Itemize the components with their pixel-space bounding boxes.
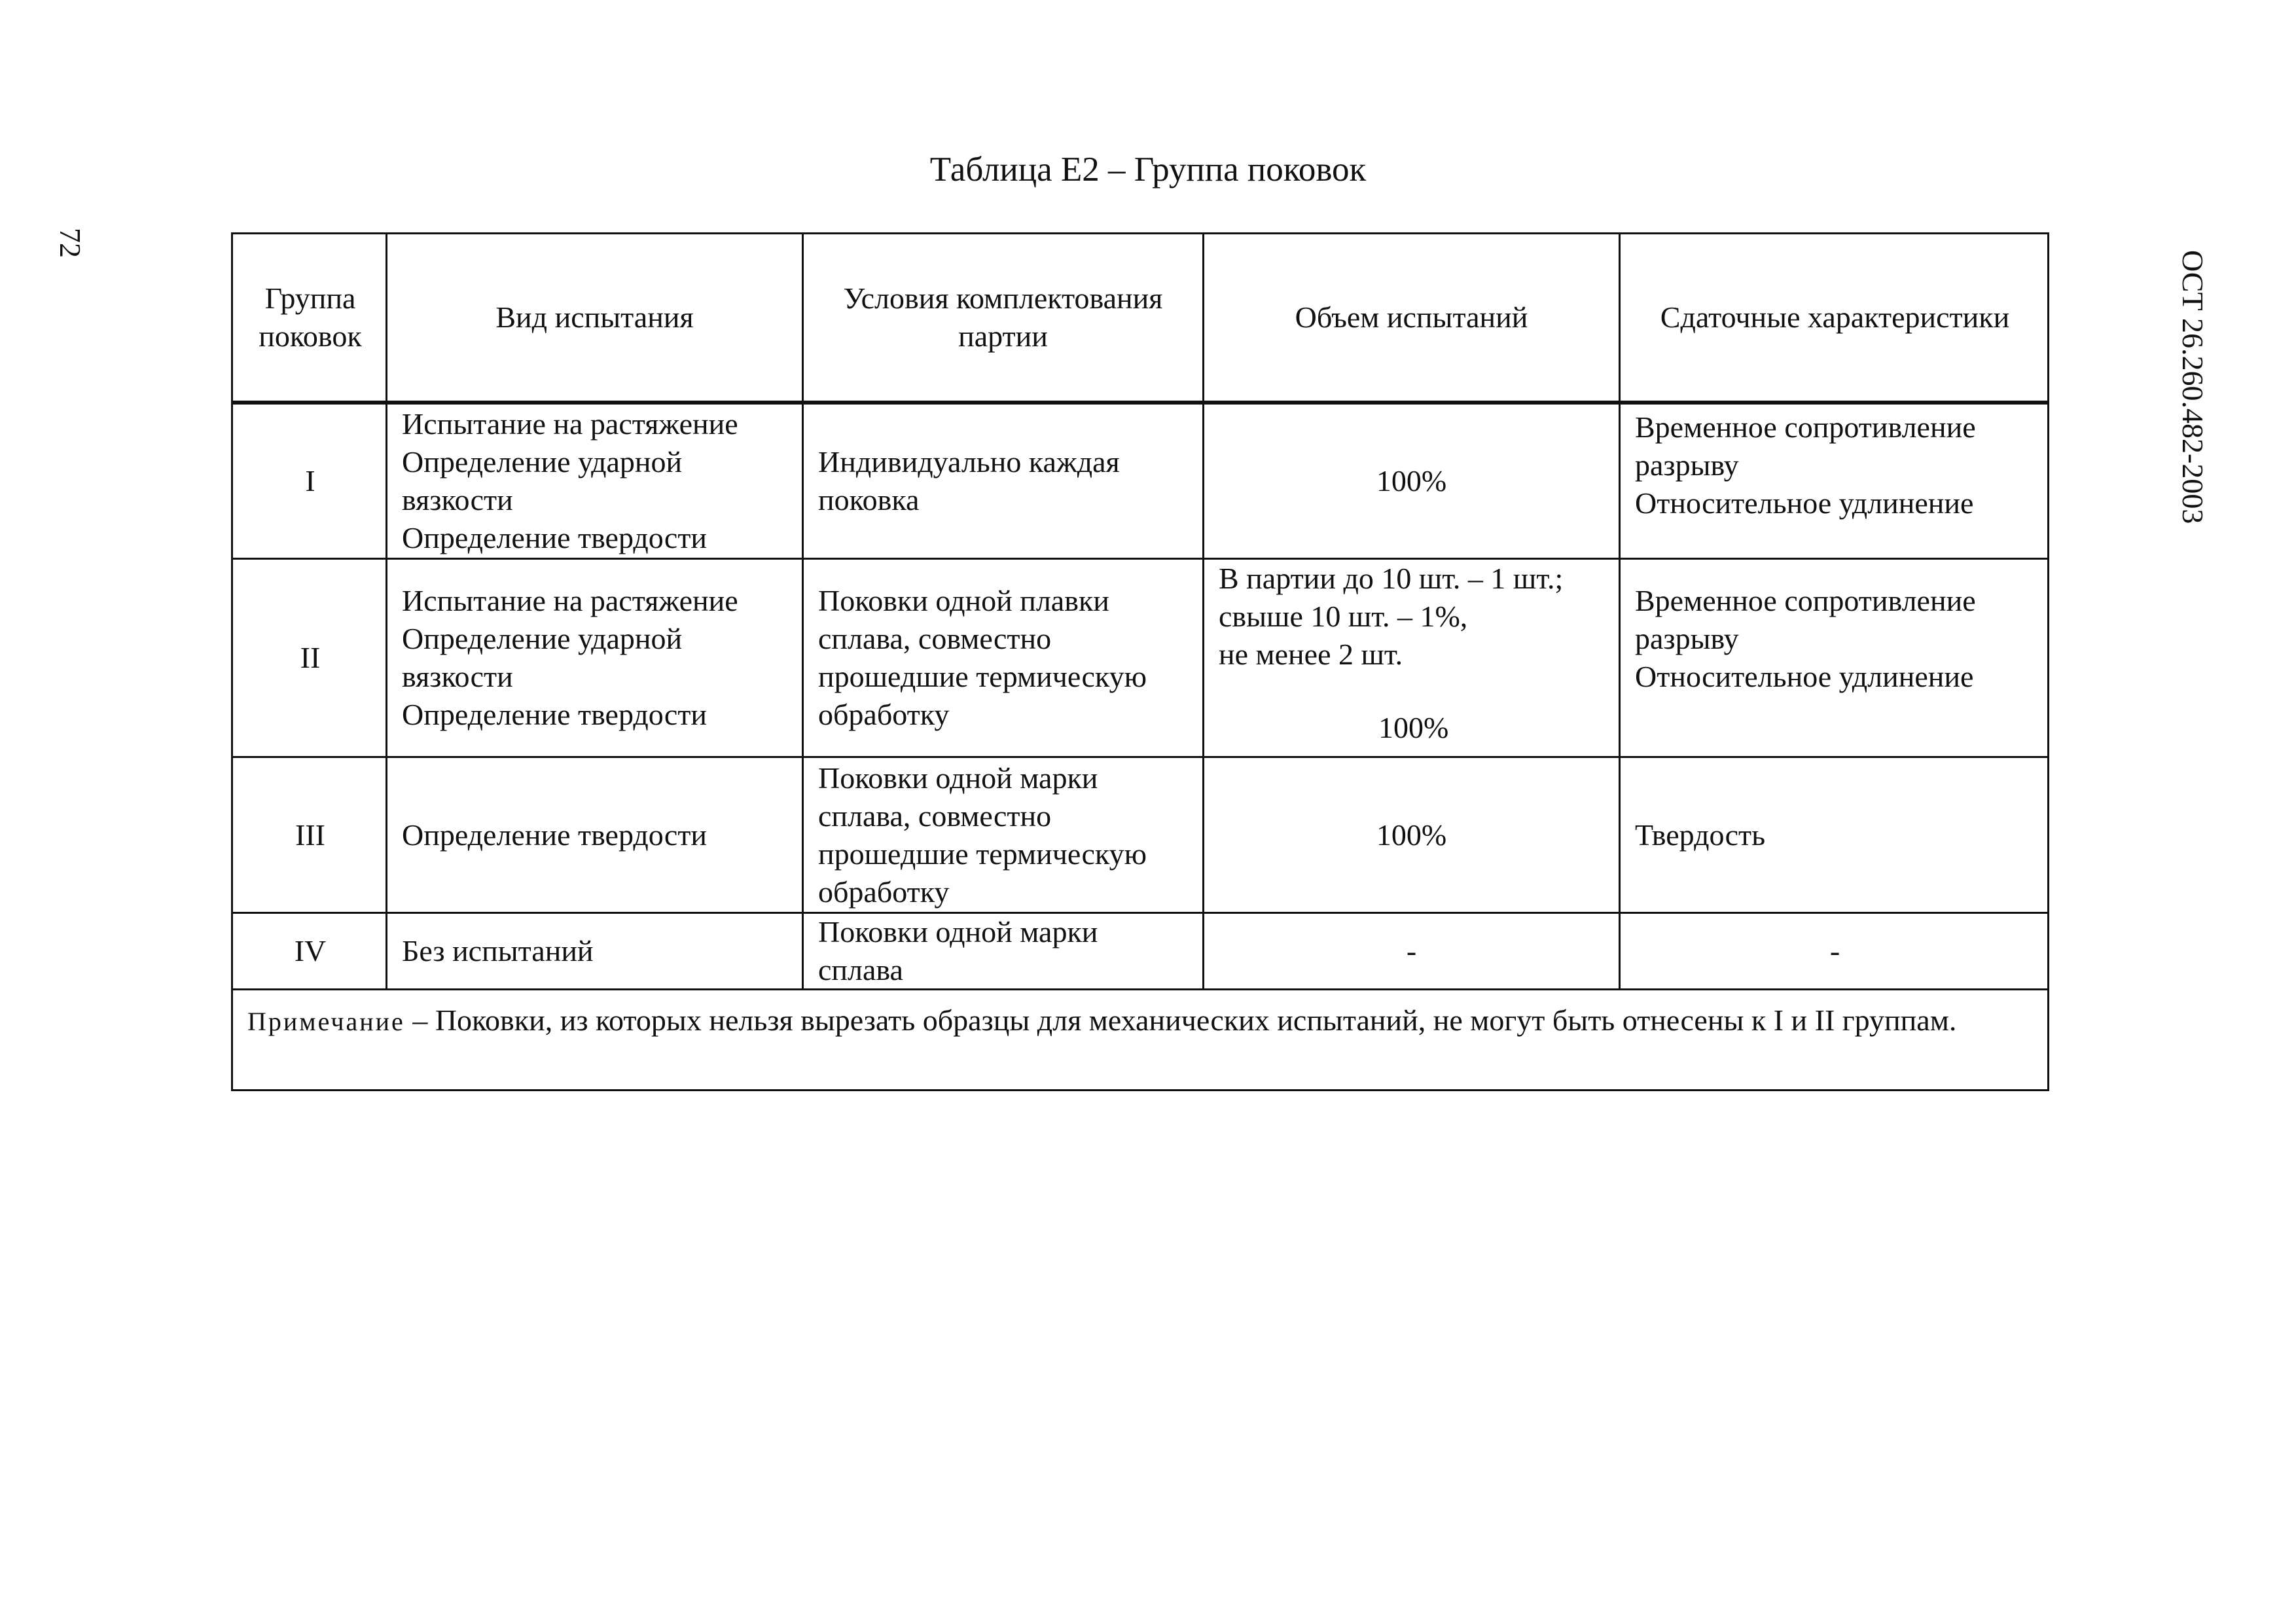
table-row-iv-group: IV bbox=[294, 934, 327, 967]
document-code: ОСТ 26.260.482-2003 bbox=[2176, 250, 2210, 524]
table-row-i-batch-conditions: Индивидуально каждая поковка bbox=[818, 445, 1120, 516]
header-batch-conditions: Условия комплектования партии bbox=[843, 281, 1163, 353]
table-title: Таблица Е2 – Группа поковок bbox=[929, 151, 1367, 189]
table-row-iii-batch-conditions: Поковки одной марки сплава, совместно прошедшие термическую обработку bbox=[818, 761, 1147, 909]
table-row-ii-group: II bbox=[300, 641, 321, 674]
table-row-iii-characteristics: Твердость bbox=[1635, 818, 1766, 852]
table-row-ii-batch-conditions: Поковки одной плавки сплава, совместно прошедшие термическую обработку bbox=[818, 584, 1147, 731]
table-row-i-group: I bbox=[305, 464, 315, 497]
table-row-iv-batch-conditions: Поковки одной марки сплава bbox=[818, 915, 1098, 986]
header-test-type: Вид испытания bbox=[495, 300, 694, 334]
table-row-iii-group: III bbox=[295, 818, 325, 852]
table-row-iii-volume: 100% bbox=[1376, 818, 1447, 852]
note-label: Примечание bbox=[247, 1007, 405, 1036]
table-note bbox=[247, 1001, 2028, 1041]
note-text: – Поковки, из которых нельзя вырезать образцы для механических испытаний, не могут быть отнесены к I и II группам. bbox=[404, 1003, 1957, 1037]
table-row-iv-volume: - bbox=[1406, 934, 1417, 967]
table-row-i-characteristics: Временное сопротивление разрыву Относительное удлинение bbox=[1635, 410, 1976, 520]
page-number: 72 bbox=[54, 228, 87, 258]
table-row-iv-test-type: Без испытаний bbox=[402, 934, 594, 967]
table-row-ii-volume: В партии до 10 шт. – 1 шт.; свыше 10 шт. – 1%, не менее 2 шт. 100% bbox=[1219, 562, 1564, 744]
header-group: Группа поковок bbox=[259, 281, 362, 353]
table-row-i-test-type: Испытание на растяжение Определение ударной вязкости Определение твердости bbox=[402, 407, 738, 554]
header-test-volume: Объем испытаний bbox=[1295, 300, 1528, 334]
table-row-i-volume: 100% bbox=[1376, 464, 1447, 497]
header-acceptance-characteristics: Сдаточные характеристики bbox=[1660, 300, 2010, 334]
forging-groups-table bbox=[231, 232, 2049, 1091]
table-row-iv-characteristics: - bbox=[1829, 934, 1840, 967]
table-row-ii-characteristics: Временное сопротивление разрыву Относительное удлинение bbox=[1635, 584, 1976, 693]
table-row-ii-test-type: Испытание на растяжение Определение ударной вязкости Определение твердости bbox=[402, 584, 738, 731]
table-row-iii-test-type: Определение твердости bbox=[402, 818, 708, 852]
